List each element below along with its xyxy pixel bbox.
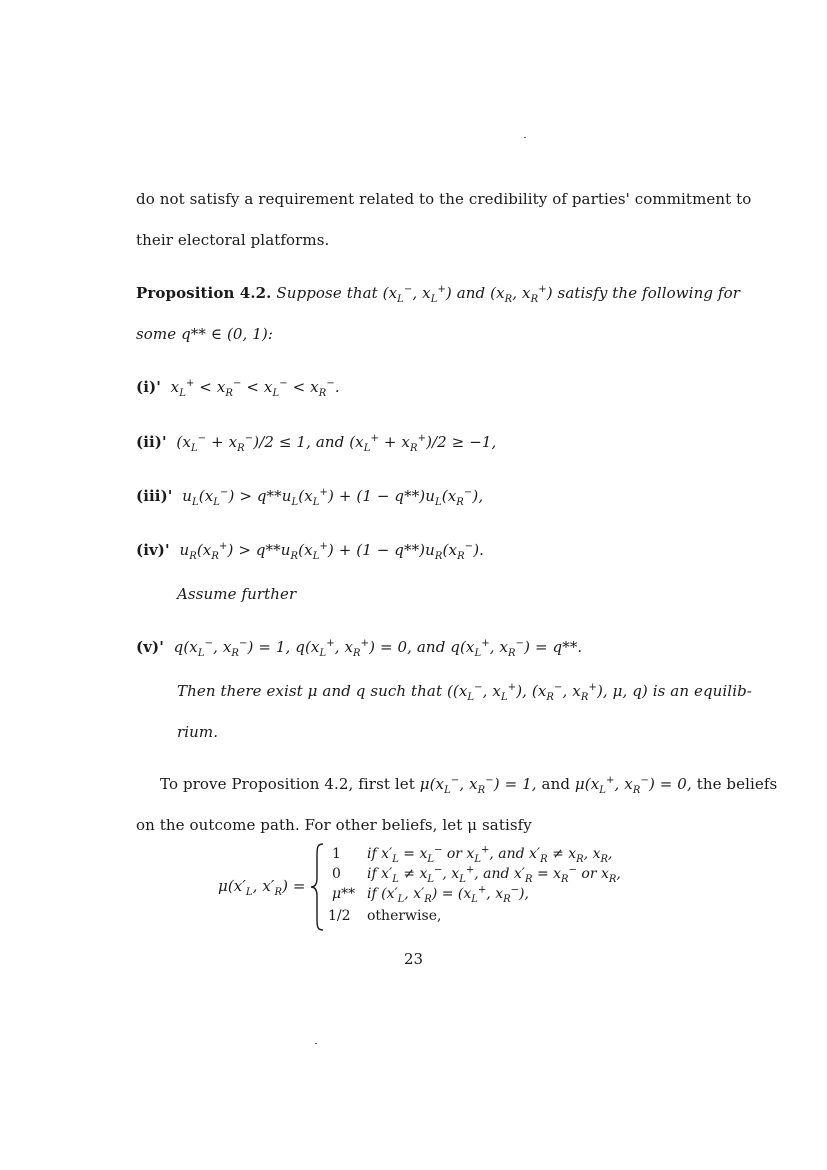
scan-speck [524, 137, 526, 138]
proposition-label: Proposition 4.2. [136, 284, 272, 302]
case-condition: if $x'_L = x_L^-$ or $x_L^+$, and $x'_R \ne x_R$, $x_R$, [367, 844, 613, 865]
left-brace [309, 842, 329, 932]
condition-i: (i)' $x_L^+ < x_R^- < x_L^- < x_R^-$. [136, 378, 340, 399]
math-inline: ($x_L^-$, $x_L^+$) [382, 284, 452, 305]
scan-speck [315, 1043, 317, 1044]
condition-iv: (iv)' $u_R(x_R^+) > q**u_R(x_L^+) + (1 - q**)u_R(x_R^-)$. [136, 541, 485, 562]
case-value: 1 [332, 846, 341, 862]
condition-v: (v)' $q(x_L^-$, $x_R^-) = 1$, $q(x_L^+$, $x_R^+) = 0$, and $q(x_L^+$, $x_R^-) = q**$. [136, 638, 583, 659]
case-value: 1/2 [328, 908, 351, 924]
text-line: do not satisfy a requirement related to the credibility of parties' commitment to [136, 190, 752, 208]
condition-ii: (ii)' $(x_L^- + x_R^-)/2 \le 1$, and $(x_L^+ + x_R^+)/2 \ge -1$, [136, 433, 497, 454]
page-number: 23 [403, 950, 424, 968]
case-condition: if ($x'_L$, $x'_R) = (x_L^+$, $x_R^-$), [367, 884, 529, 905]
text-line: rium. [177, 723, 219, 741]
text-line: Assume further [177, 585, 297, 603]
case-condition: otherwise, [367, 908, 442, 924]
text-line: on the outcome path. For other beliefs, let μ satisfy [136, 816, 532, 834]
case-value: μ** [332, 886, 356, 902]
case-condition: if $x'_L \ne x_L^-$, $x_L^+$, and $x'_R = x_R^-$ or $x_R$, [367, 864, 621, 885]
math-inline: ($x_R$, $x_R^+$) [490, 284, 553, 305]
case-value: 0 [332, 866, 341, 882]
math-lhs: $\mu(x'_L$, $x'_R$) = [218, 877, 306, 898]
proposition-heading-line: Proposition 4.2. Suppose that ($x_L^-$, $x_L^+$) and ($x_R$, $x_R^+$) satisfy the following for [136, 284, 740, 305]
text-line: their electoral platforms. [136, 231, 330, 249]
text-line: some q** ∈ (0, 1): [136, 325, 274, 343]
text-line: Then there exist μ and q such that (($x_L^-$, $x_L^+$), ($x_R^-$, $x_R^+$), μ, q) is an equilib- [177, 682, 752, 703]
condition-iii: (iii)' $u_L(x_L^-) > q**u_L(x_L^+) + (1 - q**)u_L(x_R^-)$, [136, 487, 484, 508]
text-line: To prove Proposition 4.2, first let $\mu(x_L^-$, $x_R^-) = 1$, and $\mu(x_L^+$, $x_R^-) = 0$, the beliefs [160, 775, 778, 796]
